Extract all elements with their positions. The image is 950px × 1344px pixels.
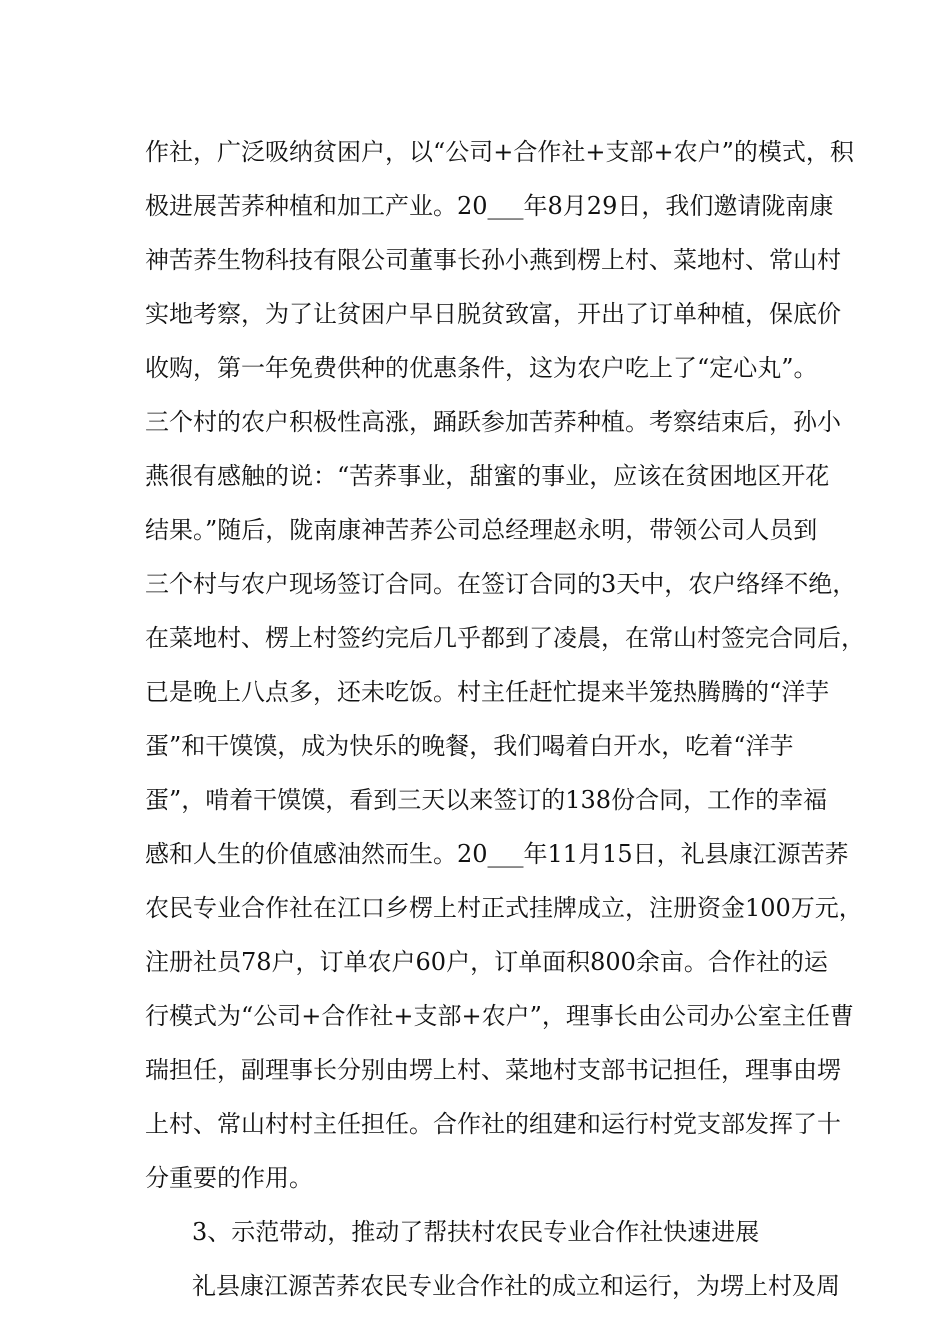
body-text-line: 感和人生的价值感油然而生。20___年11月15日，礼县康江源苦荞: [145, 840, 849, 868]
body-text-line: 蛋”，啃着干馍馍，看到三天以来签订的138份合同，工作的幸福: [145, 786, 828, 814]
body-text-line: 上村、常山村村主任担任。合作社的组建和运行村党支部发挥了十: [145, 1110, 841, 1138]
body-text-line: 瑞担任，副理事长分别由塄上村、菜地村支部书记担任，理事由塄: [145, 1056, 841, 1084]
body-text-line: 三个村的农户积极性高涨，踊跃参加苦荞种植。考察结束后，孙小: [145, 408, 841, 436]
body-text-line: 礼县康江源苦荞农民专业合作社的成立和运行，为塄上村及周: [192, 1272, 840, 1300]
body-text-line: 结果。”随后，陇南康神苦荞公司总经理赵永明，带领公司人员到: [145, 516, 818, 544]
body-text-line: 已是晚上八点多，还未吃饭。村主任赶忙提来半笼热腾腾的“洋芋: [145, 678, 830, 706]
body-text-line: 分重要的作用。: [145, 1164, 313, 1192]
body-text-line: 作社，广泛吸纳贫困户，以“公司+合作社+支部+农户”的模式，积: [145, 138, 854, 166]
body-text-line: 三个村与农户现场签订合同。在签订合同的3天中，农户络绎不绝，: [145, 570, 857, 598]
body-text-line: 实地考察，为了让贫困户早日脱贫致富，开出了订单种植，保底价: [145, 300, 841, 328]
body-text-line: 神苦荞生物科技有限公司董事长孙小燕到楞上村、菜地村、常山村: [145, 246, 841, 274]
body-text-line: 注册社员78户，订单农户60户，订单面积800余亩。合作社的运: [145, 948, 828, 976]
body-text-line: 农民专业合作社在江口乡楞上村正式挂牌成立，注册资金100万元，: [145, 894, 863, 922]
body-text-line: 燕很有感触的说：“苦荞事业，甜蜜的事业，应该在贫困地区开花: [145, 462, 830, 490]
body-text-line: 蛋”和干馍馍，成为快乐的晚餐，我们喝着白开水，吃着“洋芋: [145, 732, 794, 760]
section-heading: 3、示范带动，推动了帮扶村农民专业合作社快速进展: [192, 1218, 760, 1246]
body-text-line: 在菜地村、楞上村签约完后几乎都到了凌晨，在常山村签完合同后，: [145, 624, 865, 652]
body-text-line: 行模式为“公司+合作社+支部+农户”，理事长由公司办公室主任曹: [145, 1002, 854, 1030]
body-text-line: 极进展苦荞种植和加工产业。20___年8月29日，我们邀请陇南康: [145, 192, 834, 220]
body-text-line: 收购，第一年免费供种的优惠条件，这为农户吃上了“定心丸”。: [145, 354, 818, 382]
